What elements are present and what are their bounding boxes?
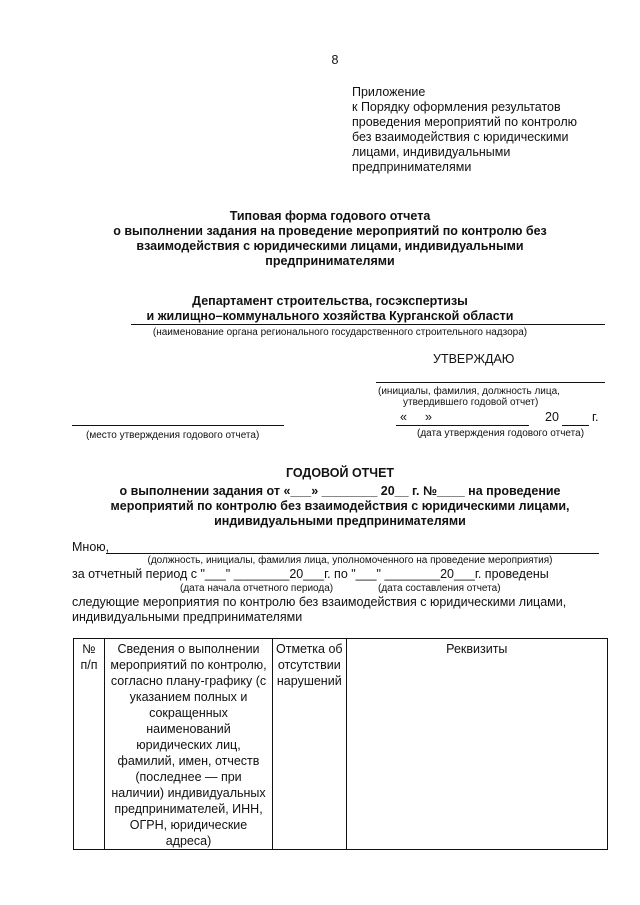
- department-line: Департамент строительства, госэкспертизы: [192, 294, 468, 308]
- form-title-line: о выполнении задания на проведение мероприятий по контролю без: [113, 224, 547, 238]
- col-info-line: ОГРН, юридические: [129, 818, 248, 832]
- form-title-line: взаимодействия с юридическими лицами, индивидуальными: [136, 239, 524, 253]
- approval-date-caption: (дата утверждения годового отчета): [417, 428, 585, 439]
- col-info-line: мероприятий по контролю,: [110, 658, 267, 672]
- mnoyu-label: Мною,: [72, 540, 110, 554]
- approval-date-blank[interactable]: [396, 425, 529, 426]
- form-title-line: предпринимателями: [265, 254, 395, 268]
- approval-caption-1: (инициалы, фамилия, должность лица,: [378, 386, 560, 397]
- period-end-caption: (дата составления отчета): [378, 583, 501, 594]
- col-requisites-header: [346, 639, 607, 850]
- person-caption: (должность, инициалы, фамилия лица, уполномоченного на проведение мероприятия): [147, 555, 553, 566]
- page-number: 8: [331, 53, 339, 67]
- col-violations-line: нарушений: [276, 674, 342, 688]
- approval-date-open-quote: «: [400, 410, 407, 424]
- col-info-line: сокращенных: [149, 706, 228, 720]
- approval-place-line[interactable]: [72, 425, 284, 426]
- col-info-line: Сведения о выполнении: [117, 642, 260, 656]
- appendix-line: Приложение: [352, 85, 426, 99]
- col-number-line: п/п: [80, 658, 98, 672]
- col-info-line: согласно плану-графику (с: [110, 674, 267, 688]
- col-info-line: наличии) индивидуальных: [111, 786, 266, 800]
- report-table: [73, 638, 608, 850]
- appendix-line: к Порядку оформления результатов: [352, 100, 561, 114]
- approval-signature-line[interactable]: [376, 382, 605, 383]
- col-info-line: (последнее — при: [135, 770, 242, 784]
- approval-caption-2: утвердившего годовой отчет): [403, 397, 539, 408]
- department-line: и жилищно–коммунального хозяйства Курганской области: [146, 309, 514, 323]
- col-info-header: [105, 639, 273, 850]
- appendix-line: предпринимателями: [352, 160, 472, 174]
- col-violations-line: отсутствии: [277, 658, 341, 672]
- col-number-line: №: [82, 642, 96, 656]
- col-info-line: наименований: [146, 722, 231, 736]
- col-info-line: юридических лиц,: [136, 738, 241, 752]
- approval-title: УТВЕРЖДАЮ: [433, 352, 515, 366]
- col-violations-header: [273, 639, 347, 850]
- col-info-line: указанием полных и: [129, 690, 248, 704]
- appendix-block: [352, 85, 577, 175]
- department-caption: (наименование органа регионального государственного строительного надзора): [152, 327, 528, 338]
- approval-date-year-suffix: г.: [592, 410, 599, 424]
- col-info-line: адреса): [165, 834, 212, 848]
- person-line[interactable]: [106, 553, 599, 554]
- col-info-line: фамилий, имен, отчеств: [117, 754, 260, 768]
- col-requisites-line: Реквизиты: [446, 642, 508, 656]
- approval-date-year: 20: [545, 410, 559, 424]
- form-title-line: Типовая форма годового отчета: [229, 209, 431, 223]
- appendix-line: без взаимодействия с юридическими: [352, 130, 569, 144]
- approval-date-close-quote: »: [425, 410, 432, 424]
- period-start-caption: (дата начала отчетного периода): [180, 583, 334, 594]
- approval-place-caption: (место утверждения годового отчета): [86, 430, 260, 441]
- period-text: за отчетный период с "___" ________20___г. по "___" ________20___г. проведены: [72, 567, 549, 581]
- appendix-line: проведения мероприятий по контролю: [352, 115, 577, 129]
- approval-year-blank[interactable]: [562, 425, 589, 426]
- form-title: [60, 209, 600, 269]
- report-title-line4: индивидуальными предпринимателями: [214, 514, 466, 528]
- department-name: [60, 294, 600, 324]
- col-info-line: предпринимателей, ИНН,: [114, 802, 263, 816]
- col-number-header: [74, 639, 105, 850]
- paragraph-line2: индивидуальными предпринимателями: [72, 610, 303, 624]
- col-violations-line: Отметка об: [276, 642, 343, 656]
- report-title-line2: о выполнении задания от «___» ________ 20__ г. №____ на проведение: [119, 484, 561, 498]
- paragraph-line1: следующие мероприятия по контролю без взаимодействия с юридическими лицами,: [72, 595, 567, 609]
- report-title-line3: мероприятий по контролю без взаимодействия с юридическими лицами,: [110, 499, 570, 513]
- department-underline: [131, 324, 605, 325]
- report-title: ГОДОВОЙ ОТЧЕТ: [285, 466, 395, 480]
- appendix-line: лицами, индивидуальными: [352, 145, 511, 159]
- table-header-row: [74, 639, 608, 850]
